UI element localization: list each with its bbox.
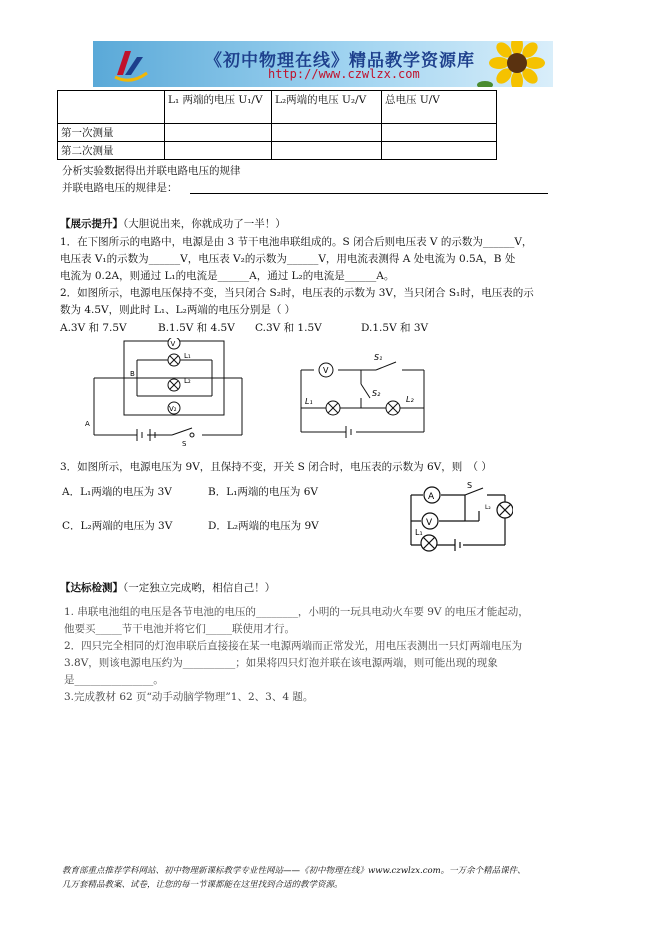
c3-label-s: S	[467, 481, 473, 490]
footer-line-2: 几万套精品教案、试卷，让您的每一节课都能在这里找到合适的教学资源。	[62, 880, 343, 890]
q3-line: 3．如图所示，电源电压为 9V，且保持不变，开关 S 闭合时，电压表的示数为 6V，则 （ ）	[60, 461, 492, 473]
check-heading-note: （一定独立完成哟，相信自己！）	[123, 582, 276, 594]
check-line-5: 是_______________。	[64, 674, 164, 686]
table-cell: 第二次测量	[58, 142, 165, 160]
site-banner	[93, 41, 553, 87]
q3-option-d: D．L₂两端的电压为 9V	[208, 520, 319, 532]
analysis-line-1: 分析实验数据得出并联电路电压的规律	[62, 165, 241, 177]
banner-title: 《初中物理在线》精品教学资源库	[205, 51, 475, 71]
q2-option-c: C.3V 和 1.5V	[255, 322, 322, 334]
c2-label-v: V	[323, 366, 329, 375]
q2-line-2: 数为 4.5V，则此时 L₁、L₂两端的电压分别是（ ）	[60, 304, 296, 316]
check-line-3: 2．四只完全相同的灯泡串联后直接接在某一电源两端而正常发光，用电压表测出一只灯两端电压为	[64, 640, 523, 652]
q3-option-c: C．L₂两端的电压为 3V	[62, 520, 173, 532]
c1-label-v: V	[170, 340, 176, 348]
analysis-prompt: 并联电路电压的规律是：	[62, 182, 178, 194]
q3-option-a: A．L₁两端的电压为 3V	[62, 486, 172, 498]
c1-label-l2: L₂	[184, 377, 191, 385]
sunflower-icon	[477, 41, 547, 87]
c2-label-l1: L₁	[305, 397, 313, 406]
table-row	[58, 142, 497, 160]
q2-option-b: B.1.5V 和 4.5V	[158, 322, 235, 334]
c1-label-l1: L₁	[184, 352, 191, 360]
table-cell: 第一次测量	[58, 124, 165, 142]
check-line-2: 他要买_____节干电池并将它们_____联使用才行。	[64, 623, 295, 635]
q2-option-a: A.3V 和 7.5V	[60, 322, 127, 334]
circuit-diagram-2	[296, 352, 436, 446]
table-cell	[272, 124, 382, 142]
check-line-1: 1. 串联电池组的电压是各节电池的电压的________，小明的一玩具电动火车要 9V 的电压才能起动，	[64, 606, 529, 618]
check-heading	[60, 580, 275, 595]
q1-line-1: 1．在下图所示的电路中，电源是由 3 节干电池串联组成的。S 闭合后则电压表 V 的示数为______V，	[60, 236, 533, 248]
table-header-cell: 总电压 U/V	[382, 91, 497, 124]
c2-label-s1: S₁	[374, 353, 383, 362]
c3-label-v: V	[426, 518, 433, 528]
c2-label-l2: L₂	[406, 395, 414, 404]
table-cell	[382, 142, 497, 160]
circuit-diagram-1	[82, 338, 252, 450]
show-heading	[60, 216, 286, 231]
table-header-cell: L₂两端的电压 U₂/V	[272, 91, 382, 124]
check-heading-title: 【达标检测】	[60, 582, 123, 594]
table-header-cell: L₁ 两端的电压 U₁/V	[165, 91, 272, 124]
table-cell	[165, 124, 272, 142]
q2-option-d: D.1.5V 和 3V	[361, 322, 429, 334]
footer-line-1: 教育部重点推荐学科网站、初中物理新课标教学专业性网站——《初中物理在线》www.czwlzx.com。一万余个精品课件、	[62, 866, 526, 876]
show-heading-note: （大胆说出来，你就成功了一半！）	[123, 218, 286, 230]
q2-line-1: 2．如图所示，电源电压保持不变，当只闭合 S₂时，电压表的示数为 3V，当只闭合 S₁时，电压表的示	[60, 287, 534, 299]
c2-label-s2: S₂	[372, 389, 381, 398]
c3-label-l1: L₁	[415, 528, 423, 537]
analysis-line-2	[62, 180, 178, 195]
table-cell	[382, 124, 497, 142]
show-heading-title: 【展示提升】	[60, 218, 123, 230]
banner-url[interactable]: http://www.czwlzx.com	[268, 67, 420, 81]
q3-option-b: B．L₁两端的电压为 6V	[208, 486, 318, 498]
c1-label-b: B	[130, 370, 135, 378]
voltage-data-table	[57, 90, 497, 160]
table-cell	[165, 142, 272, 160]
c3-label-a: A	[428, 492, 435, 502]
c1-label-s: S	[182, 440, 187, 448]
c3-label-l2: L₂	[485, 504, 491, 511]
check-line-4: 3.8V，则该电源电压约为__________；如果将四只灯泡并联在该电源两端，则可能出现的现象	[64, 657, 498, 669]
site-logo-icon	[111, 45, 151, 83]
c1-label-a: A	[85, 420, 90, 428]
q1-line-2: 电压表 V₁的示数为______V，电压表 V₂的示数为______V，用电流表测得 A 处电流为 0.5A，B 处	[60, 253, 516, 265]
circuit-diagram-3	[405, 481, 513, 555]
table-header-cell	[58, 91, 165, 124]
check-line-6: 3.完成教材 62 页“动手动脑学物理”1、2、3、4 题。	[64, 691, 314, 703]
c1-label-v2: V₂	[169, 405, 177, 413]
q1-line-3: 电流为 0.2A，则通过 L₁的电流是______A，通过 L₂的电流是______A。	[60, 270, 395, 282]
answer-line	[190, 193, 548, 194]
table-header-row	[58, 91, 497, 124]
table-cell	[272, 142, 382, 160]
table-row	[58, 124, 497, 142]
